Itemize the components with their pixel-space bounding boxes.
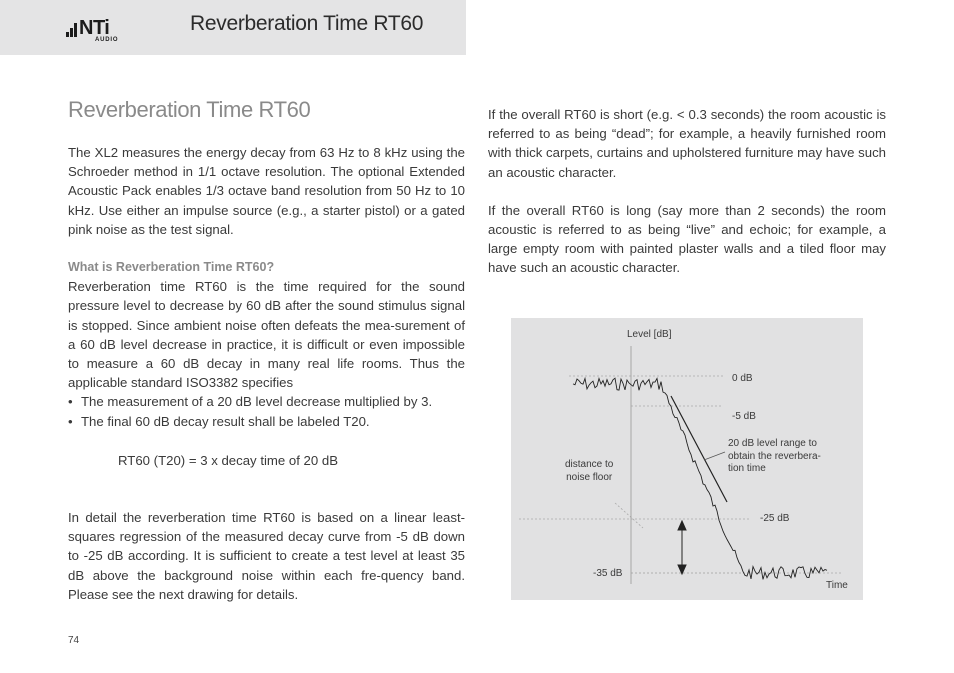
noise-note xyxy=(565,459,613,484)
short-rt-paragraph: If the overall RT60 is short (e.g. < 0.3 seconds) the room acoustic is referred to as being “dead”; for example, a heavily furnished room with thick carpets, curtains and upholstered furniture may have such an acoustic character. xyxy=(488,107,886,180)
signal-bars-icon xyxy=(66,23,78,37)
time-axis-label: Time xyxy=(826,580,848,591)
bullet-item: • The final 60 dB decay result shall be labeled T20. xyxy=(68,412,465,431)
decay-curve-figure xyxy=(511,318,863,600)
bullet-text: The final 60 dB decay result shall be labeled T20. xyxy=(81,413,370,429)
level-label-0db: 0 dB xyxy=(732,373,753,384)
definition-paragraph: Reverberation time RT60 is the time required for the sound pressure level to decrease by 60 dB after the sound stimulus signal is stopped. Since ambient noise often defeats the mea-surement of a 60 dB level decrease in practice, it is difficult or even impossible to measure a 60 dB decay in many real life rooms. Thus the applicable standard ISO3382 specifies xyxy=(68,279,465,391)
decay-regression-line xyxy=(671,396,727,502)
page-number: 74 xyxy=(68,635,80,646)
right-column xyxy=(488,105,886,278)
page-title: Reverberation Time RT60 xyxy=(68,97,311,122)
formula: RT60 (T20) = 3 x decay time of 20 dB xyxy=(118,452,339,468)
long-rt-paragraph: If the overall RT60 is long (say more than 2 seconds) the room acoustic is referred to as being “live” and echoic; for example, a large empty room with painted plaster walls and a tiled floor may have such an acoustic character. xyxy=(488,202,886,276)
level-label-minus35db: -35 dB xyxy=(593,568,623,579)
header-bar xyxy=(0,0,466,55)
logo-wordmark: NTi xyxy=(79,17,110,39)
intro-paragraph: The XL2 measures the energy decay from 63 Hz to 8 kHz using the Schroeder method in 1/1 octave resolution. The optional Extended Acoustic Pack enables 1/3 octave band resolution from 50 Hz to 10 kHz. Use either an impulse source (e.g., a starter pistol) or a gated pink noise as the test signal. xyxy=(68,145,465,237)
detail-paragraph: In detail the reverberation time RT60 is based on a linear least-squares regression of the measured decay curve from -5 dB down to -25 dB according. It is sufficient to create a test level at least 35 dB above the background noise within each fre-quency band. Please see the next drawing for details. xyxy=(68,510,465,602)
nti-audio-logo xyxy=(66,17,128,45)
bullet-text: The measurement of a 20 dB level decrease multiplied by 3. xyxy=(81,394,433,410)
range-note-leader xyxy=(704,452,725,460)
range-note xyxy=(728,438,821,476)
noise-note-line: distance to xyxy=(565,459,614,470)
noise-distance-arrow-icon xyxy=(678,521,686,574)
logo-subtext: AUDIO xyxy=(95,37,119,43)
range-note-line: tion time xyxy=(728,463,766,474)
level-axis-label: Level [dB] xyxy=(627,329,672,340)
range-note-line: obtain the reverbera- xyxy=(728,450,821,462)
noise-distance-leader xyxy=(615,503,643,528)
range-note-line: 20 dB level range to xyxy=(728,438,817,449)
level-label-minus5db: -5 dB xyxy=(732,411,756,422)
header-title: Reverberation Time RT60 xyxy=(190,12,424,35)
left-column xyxy=(68,143,465,604)
level-label-minus25db: -25 dB xyxy=(760,513,790,524)
bullet-item: • The measurement of a 20 dB level decrease multiplied by 3. xyxy=(68,392,465,411)
section-subheading: What is Reverberation Time RT60? xyxy=(68,260,275,275)
noise-note-line: noise floor xyxy=(566,471,613,483)
